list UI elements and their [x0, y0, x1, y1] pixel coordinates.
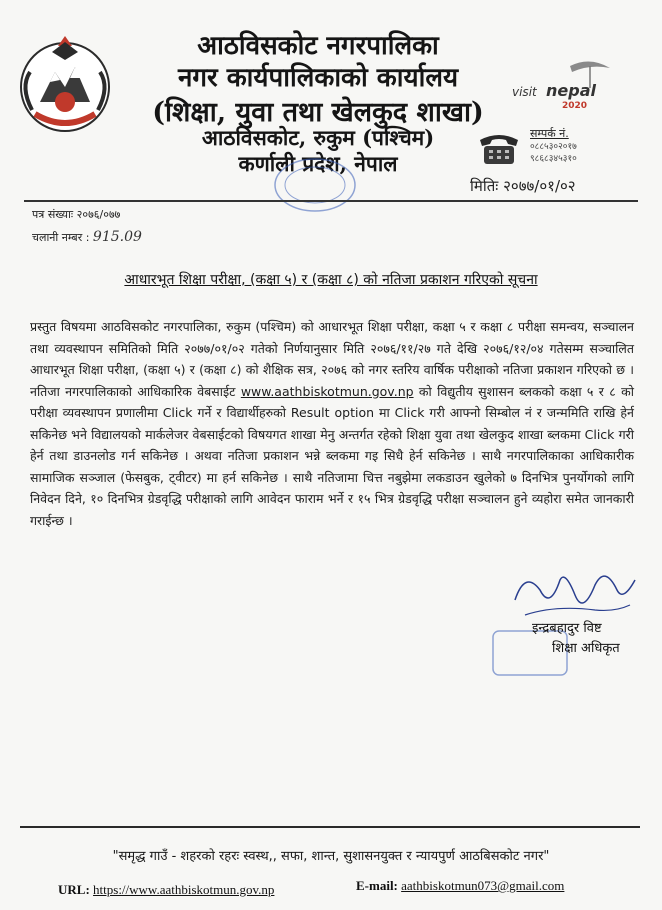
nepal-emblem-icon — [10, 32, 120, 142]
letter-date: मितिः २०७७/०१/०२ — [470, 177, 576, 195]
chalani-number — [32, 226, 142, 249]
footer-email — [356, 878, 564, 894]
footer-motto: "समृद्ध गाउँ - शहरको रहरः स्वस्थ,, सफा, शान्त, सुशासनयुक्त र न्यायपुर्ण आठबिसकोट नगर" — [112, 849, 550, 864]
signatory-name: इन्द्रबहादुर विष्ट — [532, 621, 602, 636]
contact-phone-2: ९८६८३४५३१० — [530, 154, 577, 164]
patra-label: पत्र संख्याः — [32, 208, 74, 221]
municipality-name: आठविसकोट नगरपालिका — [197, 31, 439, 61]
telephone-icon — [476, 130, 522, 166]
section-name: (शिक्षा, युवा तथा खेलकुद शाखा) — [152, 97, 484, 128]
body-part-1: प्रस्तुत विषयमा आठविसकोट नगरपालिका, रुकुम (पश्चिम) को आधारभूत शिक्षा परीक्षा, कक्षा ५ र कक्षा ८ परीक्षा समन्वय, सञ्चालन तथा व्यवस्थापन समितिको मिति २०७७/०१/०२ गतेको निर्णयानुसार मिति २०७६/११/२७ गते देखि २०७६/१२/०४ गतेसम्म सञ्चालित आधारभूत शिक्षा परीक्षा, (कक्षा ५) र (कक्षा ८) को शैक्षिक सत्र, २०७६ को नगर स्तरिय वार्षिक परीक्षाको नतिजा प्रकाशन गरिएको छ । नतिजा नगरपालिकाको आधिकारिक वेबसाईट — [30, 319, 634, 399]
nepal-text: nepal — [546, 81, 596, 100]
address-line: आठविसकोट, रुकुम (पश्चिम) — [201, 125, 435, 150]
patra-value: २०७६/०७७ — [76, 208, 121, 221]
email-label: E-mail: — [356, 878, 398, 893]
url-link[interactable]: https://www.aathbiskotmun.gov.np — [93, 882, 275, 897]
reference-block — [32, 204, 142, 249]
office-stamp-icon — [270, 155, 360, 215]
visit-text: visit — [512, 85, 537, 99]
body-part-2: को विद्युतीय सुशासन ब्लकको कक्षा ५ र ८ को परीक्षा व्यवस्थापन प्रणालीमा Click गर्ने र विद्यार्थीहरुको Result option मा Click गरी आफ्नो सिम्बोल नं र जन्ममिति राखि हेर्न सकिनेछ भने विद्यालयको मार्कलेजर वेबसाईटको विषयगत शाखा मेनु अन्तर्गत रहेको शिक्षा युवा तथा खेलकुद शाखा ब्लकमा Click गरी हेर्न तथा डाउनलोड गर्न सकिनेछ । अथवा नतिजा प्रकाशन भन्ने ब्लकमा गइ सिधै हेर्न सकिनेछ । साथै नगरपालिकाका आधिकारीक सामाजिक सञ्जाल (फेसबुक, ट्वीटर) मा हर्न सकिनेछ । साथै नतिजामा चित्त नबुझेमा लकडाउन खुलेको ७ दिनभित्र पुनर्योगको लागि निवेदन दिने, १० दिनभित्र ग्रेडवृद्धि परीक्षाको लागि आवेदन फाराम भर्ने र १५ भित्र ग्रेडवृद्धि परीक्षा सञ्चालन हुने व्यहोरा समेत जानकारी गराईन्छ । — [30, 383, 634, 528]
chalani-label: चलानी नम्बर : — [32, 231, 90, 244]
header-divider — [24, 200, 638, 202]
website-link[interactable]: www.aathbiskotmun.gov.np — [240, 383, 414, 399]
patra-sankhya — [32, 204, 142, 226]
footer-url — [58, 882, 274, 898]
visit-nepal-logo — [510, 58, 650, 118]
contact-phone-1: ०८८५३०२०१७ — [530, 142, 577, 152]
office-name: नगर कार्यपालिकाको कार्यालय — [177, 63, 459, 93]
url-label: URL: — [58, 882, 90, 897]
signatory-title: शिक्षा अधिकृत — [552, 641, 620, 656]
notice-subject: आधारभूत शिक्षा परीक्षा, (कक्षा ५) र (कक्षा ८) को नतिजा प्रकाशन गरिएको सूचना — [124, 272, 538, 288]
province-line: कर्णाली प्रदेश, नेपाल — [238, 151, 398, 176]
footer-divider — [20, 826, 640, 828]
contact-block — [530, 126, 577, 165]
year-text: 2020 — [562, 101, 588, 111]
chalani-value: 915.09 — [92, 229, 142, 245]
email-link[interactable]: aathbiskotmun073@gmail.com — [401, 878, 565, 893]
notice-body — [30, 316, 634, 531]
contact-label: सम्पर्क नं. — [530, 127, 569, 140]
